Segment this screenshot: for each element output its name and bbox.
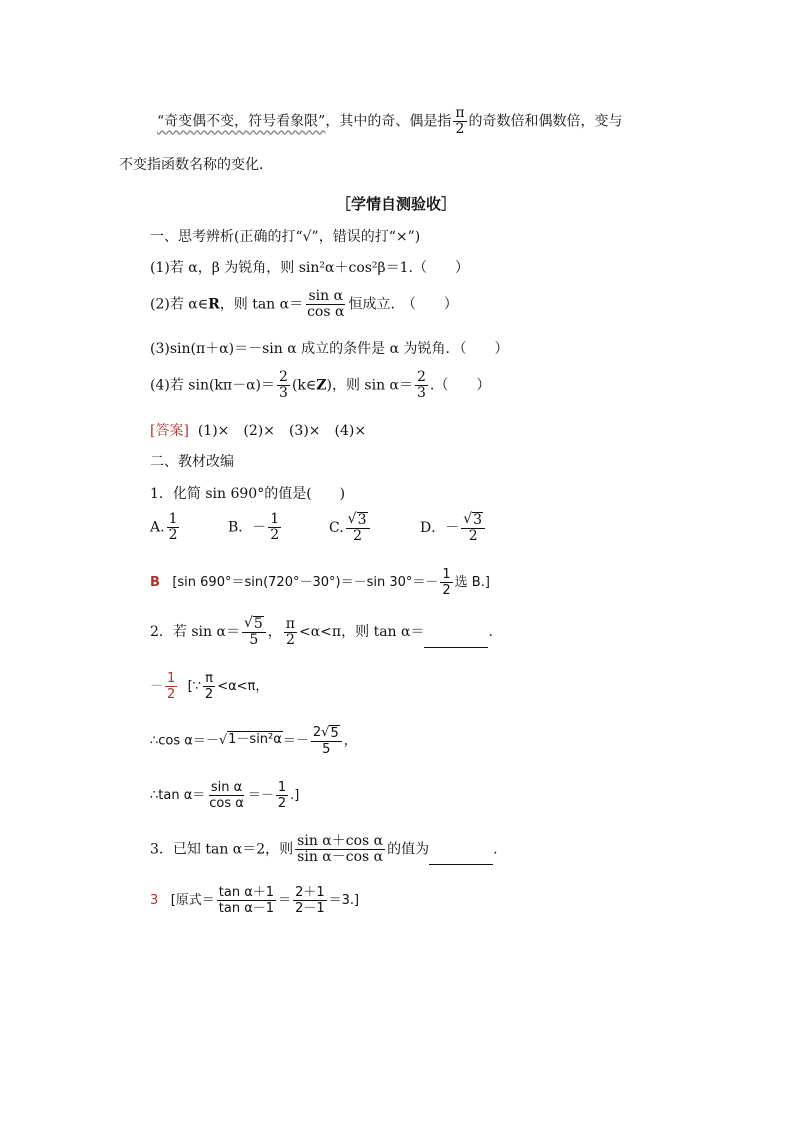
problem-2-question: 2．若 sin α＝ √ 5 5 ， $\frac{\pi}{2}$ <α<π，则 tan α＝ .	[150, 615, 493, 648]
p2-ans-den: 2	[167, 687, 176, 702]
p3-sol-pre: [原式＝	[170, 893, 215, 908]
p3-sol-eq: ＝	[278, 893, 292, 908]
p3-fraction	[295, 834, 385, 865]
p3-sol-num2: 2＋1	[295, 885, 325, 900]
q4-frac2-den: 3	[417, 385, 426, 401]
option-b-label: B．－	[228, 519, 267, 536]
option-c-fraction	[346, 512, 370, 544]
intro-fraction	[453, 106, 466, 137]
problem-2-solution-2	[150, 725, 357, 757]
q4-frac2-num: 2	[417, 369, 426, 385]
p2-s2-num	[311, 725, 342, 742]
q2-set-r: R	[208, 296, 220, 313]
p2-s1-pre: [∵	[187, 679, 201, 694]
q2-frac-num: sin α	[308, 288, 344, 304]
p2-s1-den: 2	[204, 687, 214, 702]
q4-post: .（ ）	[429, 377, 491, 394]
option-a-num: 1	[168, 511, 178, 527]
intro-quote: “奇变偶不变，符号看象限”	[157, 113, 326, 130]
intro-line-2: 不变指函数名称的变化．	[119, 157, 273, 173]
option-a-label: A.	[150, 519, 165, 536]
option-c-num	[346, 512, 370, 529]
p3-sol-post: ＝3.]	[328, 893, 360, 908]
p2-cond-fraction	[284, 617, 297, 648]
p2-s2-num-radicand: 5	[330, 726, 339, 741]
section-title: ［学情自测验收］	[336, 195, 457, 213]
q2-fraction	[305, 289, 346, 320]
option-c-label: C.	[329, 520, 344, 536]
p2-s2-den: 5	[322, 742, 331, 757]
p2-s3-num: sin α	[210, 780, 243, 795]
p2-cond-num: π	[285, 615, 295, 632]
problem-2-solution-3	[150, 780, 299, 811]
option-d-fraction	[461, 512, 485, 544]
p2-s2-coef: 2	[312, 725, 322, 740]
intro-text-b: 的奇数倍和偶数倍，变与	[468, 113, 623, 130]
p3-sol-den: tan α－1	[218, 901, 275, 916]
sqrt-symbol: √ 1－sin²α	[218, 732, 282, 748]
p2-s2-pre: ∴cos α＝－	[150, 733, 219, 749]
problem-2-solution-1	[150, 671, 268, 702]
p3-pre: 3．已知 tan α＝2，则	[150, 841, 294, 858]
p1-sol-post: 选 B.]	[454, 575, 490, 590]
question-4	[150, 370, 490, 401]
problem-3-answer: 3	[150, 893, 159, 908]
p2-s2-mid: ＝－	[282, 733, 309, 749]
p2-s1-post: <α<π，	[217, 679, 269, 694]
answer-line	[150, 421, 366, 441]
q2-frac-den: cos α	[307, 304, 345, 320]
p2-pre: 2．若 sin α＝	[150, 624, 240, 640]
intro-text-a: ，其中的奇、偶是指	[325, 113, 452, 130]
option-c	[329, 512, 372, 544]
problem-1-solution	[150, 567, 490, 598]
option-d-den: 2	[468, 528, 478, 544]
p2-den: 5	[249, 632, 259, 648]
p3-num: sin α＋cos α	[297, 833, 384, 849]
p3-post: 的值为	[387, 841, 430, 858]
p2-s2-radicand: 1－sin²α	[228, 732, 282, 747]
p3-sol-fraction-2	[293, 885, 327, 916]
problem-3-question	[150, 834, 498, 865]
q4-mid: (k∈	[291, 377, 317, 394]
p2-num	[242, 616, 266, 633]
p2-s2-post: ，	[343, 733, 357, 749]
option-a-fraction	[167, 512, 180, 543]
answer-blank[interactable]	[424, 647, 488, 648]
q4-fraction	[277, 370, 290, 401]
option-b-num: 1	[270, 511, 280, 527]
p3-sol-den2: 2－1	[295, 901, 325, 916]
question-2	[150, 289, 458, 320]
p2-s3-post: .]	[290, 788, 300, 803]
question-1: (1)若 α，β 为锐角，则 sin²α＋cos²β＝1.（ ）	[150, 260, 469, 276]
p3-den: sin α－cos α	[297, 849, 384, 865]
answer-blank[interactable]	[429, 864, 493, 865]
q2-pre: (2)若 α∈	[150, 296, 209, 313]
problem-3-solution	[150, 885, 359, 916]
option-b	[228, 512, 283, 543]
question-3: (3)sin(π＋α)＝－sin α 成立的条件是 α 为锐角．（ ）	[150, 341, 509, 357]
option-b-fraction	[268, 512, 281, 543]
option-c-radicand: 3	[357, 512, 367, 528]
option-a	[150, 512, 181, 543]
q4-mid2: )，则 sin α＝	[326, 377, 413, 394]
p2-cond-den: 2	[285, 631, 295, 648]
p2-s3-mid: ＝－	[247, 788, 274, 803]
q4-set-z: Z	[316, 377, 327, 394]
p2-s3-den2: 2	[277, 796, 287, 811]
p2-s3-pre: ∴tan α＝	[150, 788, 206, 803]
p2-s3-fraction-2	[276, 780, 288, 811]
p3-end: .	[493, 841, 498, 858]
sqrt-symbol: √ 3	[347, 511, 367, 528]
option-b-den: 2	[270, 527, 280, 543]
p2-s2-fraction	[311, 725, 342, 757]
p2-post: <α<π，则 tan α＝	[299, 624, 425, 640]
q2-post: 恒成立. （ ）	[348, 296, 458, 313]
q4-frac-den: 3	[279, 385, 288, 401]
option-d-radicand: 3	[473, 512, 483, 528]
intro-line-1	[157, 106, 623, 137]
answer-text: (1)× (2)× (3)× (4)×	[197, 423, 367, 439]
option-a-den: 2	[168, 527, 178, 543]
p2-radicand: 5	[253, 616, 263, 632]
p2-s1-num: π	[205, 671, 213, 686]
option-d-num	[461, 512, 485, 529]
option-c-den: 2	[353, 528, 363, 544]
intro-frac-den: 2	[455, 121, 465, 137]
answer-label: [答案]	[150, 423, 189, 439]
p2-ans-fraction	[165, 671, 177, 702]
part2-heading: 二、教材改编	[150, 454, 234, 470]
intro-frac-num: π	[455, 105, 465, 121]
p2-s1-fraction	[203, 671, 215, 702]
p2-s3-den: cos α	[209, 796, 244, 811]
problem-1-question: 1．化简 sin 690°的值是( )	[150, 486, 346, 502]
part1-heading: 一、思考辨析(正确的打“√”，错误的打“×”)	[150, 229, 421, 245]
problem-2-answer	[150, 671, 179, 702]
option-d	[420, 512, 487, 544]
p3-sol-num: tan α＋1	[218, 885, 275, 900]
p2-fraction	[242, 616, 266, 648]
p2-s3-fraction	[207, 780, 246, 811]
sqrt-symbol: √ 5	[243, 615, 263, 632]
p1-sol-den: 2	[442, 583, 451, 598]
p2-s3-num2: 1	[277, 780, 287, 795]
sqrt-symbol: √ 3	[463, 511, 483, 528]
problem-1-answer: B	[150, 575, 160, 590]
q2-mid: ，则 tan α＝	[219, 296, 304, 313]
q4-fraction-2	[415, 370, 428, 401]
q4-pre: (4)若 sin(kπ－α)＝	[150, 377, 276, 394]
p1-sol-pre: [sin 690°＝sin(720°－30°)＝－sin 30°＝－	[172, 575, 439, 590]
p1-sol-fraction	[440, 567, 452, 598]
p3-sol-fraction	[217, 885, 276, 916]
sqrt-symbol: √ 5	[321, 725, 339, 741]
p2-ans-num: 1	[167, 671, 176, 686]
q4-frac-num: 2	[279, 369, 288, 385]
p1-sol-num: 1	[442, 567, 451, 582]
option-d-label: D．－	[420, 520, 460, 536]
p2-ans-sign: －	[150, 679, 164, 694]
